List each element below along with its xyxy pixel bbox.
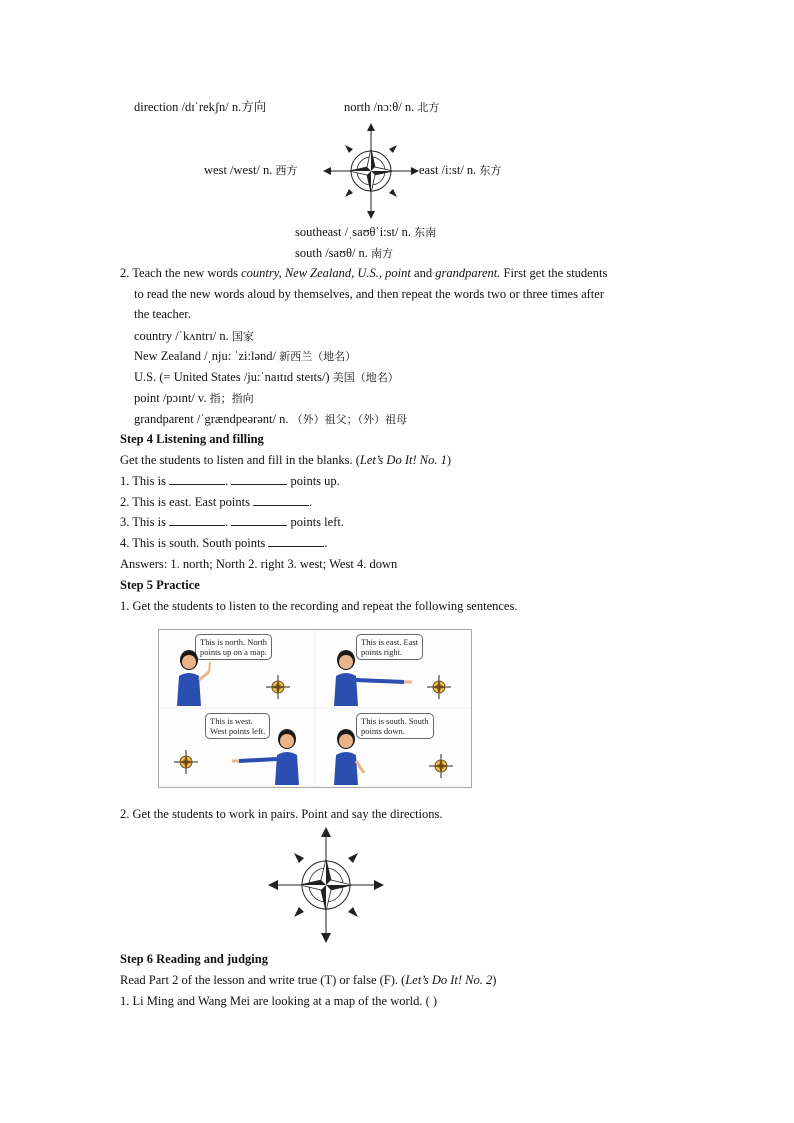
step4-answers: Answers: 1. north; North 2. right 3. west; West 4. down (120, 557, 398, 571)
vocab-southeast-en: southeast /ˌsaʊθˈi:st/ n. (295, 225, 411, 239)
q2-text: 2. This is east. East points (120, 495, 254, 509)
step5-heading: Step 5 Practice (120, 578, 200, 592)
girl-figure-icon (324, 648, 414, 706)
vocab-nz-en: New Zealand /ˌnju: ˈzi:lənd/ (134, 349, 276, 363)
panel-north (159, 630, 314, 707)
girl-figure-icon (167, 648, 217, 706)
step6-q1: 1. Li Ming and Wang Mei are looking at a map of the world. ( ) (120, 994, 438, 1008)
vocab-east-zh: 东方 (479, 164, 502, 177)
vocab-point-zh: 指；指向 (209, 392, 254, 405)
girl-figure-icon (324, 727, 374, 785)
step6-intro-text: Read Part 2 of the lesson and write true (T) or false (F). ( (120, 973, 406, 987)
step6-intro-ref: Let’s Do It! No. 2 (405, 973, 493, 987)
vocab-point (134, 390, 254, 407)
compass-icon (265, 674, 291, 700)
speech-bubble: This is east. East points right. (356, 634, 423, 660)
girl-figure-icon (231, 727, 311, 785)
fill-blank[interactable] (169, 514, 225, 526)
vocab-west-zh: 西方 (275, 164, 298, 177)
compass-icon (428, 753, 454, 779)
step5-item1: 1. Get the students to listen to the recording and repeat the following sentences. (120, 599, 518, 613)
vocab-north (344, 99, 439, 116)
fill-blank[interactable] (169, 473, 225, 485)
vocab-point-en: point /pɔɪnt/ v. (134, 391, 207, 405)
compass-icon (426, 674, 452, 700)
q1-end: points up. (287, 474, 340, 488)
panel-east (316, 630, 471, 707)
vocab-us-zh: 美国（地名） (332, 371, 399, 384)
vocab-southeast-zh: 东南 (414, 226, 437, 239)
item2-text: 2. Teach the new words (120, 266, 242, 280)
illustration-panels (158, 629, 472, 788)
vocab-country-en: country /ˈkʌntrɪ/ n. (134, 329, 229, 343)
vocab-southeast (295, 224, 436, 241)
compass-icon (173, 749, 199, 775)
q3-sep: . (225, 515, 232, 529)
step6-intro-close: ) (492, 973, 497, 987)
vocab-us-en: U.S. (= United States /ju:ˈnaɪtɪd steɪts/) (134, 370, 330, 384)
vocab-east (419, 162, 501, 179)
step4-q3 (120, 514, 344, 530)
panel-south (316, 709, 471, 786)
vocab-west-en: west /west/ n. (204, 163, 273, 177)
vocab-nz-zh: 新西兰（地名） (279, 350, 357, 363)
item2-line3: the teacher. (134, 307, 191, 321)
q4-end: . (324, 536, 328, 550)
item2-word2: grandparent. (435, 266, 501, 280)
q2-end: . (309, 495, 313, 509)
vocab-north-zh: 北方 (417, 101, 440, 114)
step5-item2: 2. Get the students to work in pairs. Point and say the directions. (120, 807, 443, 821)
vocab-grandparent (134, 411, 407, 428)
vocab-grand-zh: （外）祖父；（外）祖母 (291, 413, 408, 426)
vocab-us (134, 369, 399, 386)
fill-blank[interactable] (268, 535, 324, 547)
vocab-south (295, 245, 393, 262)
panel-west (159, 709, 314, 786)
vocab-new-zealand (134, 348, 356, 365)
q1-text: 1. This is (120, 474, 170, 488)
fill-blank[interactable] (231, 473, 287, 485)
compass-rose-icon (322, 122, 420, 220)
vocab-west (204, 162, 298, 179)
step4-q2 (120, 494, 312, 510)
step4-intro-close: ) (446, 453, 452, 467)
q1-sep: . (225, 474, 232, 488)
step4-heading: Step 4 Listening and filling (120, 432, 264, 446)
compass-rose-icon (267, 826, 385, 944)
vocab-direction: direction /dɪˈrekʃn/ n.方向 (134, 100, 267, 114)
item2-and: and (410, 266, 436, 280)
vocab-grand-en: grandparent /ˈgrændpeərənt/ n. (134, 412, 289, 426)
vocab-north-en: north /nɔ:θ/ n. (344, 100, 415, 114)
q3-end: points left. (287, 515, 344, 529)
q3-text: 3. This is (120, 515, 170, 529)
step4-intro-ref: Let’s Do It! No. 1 (359, 453, 447, 467)
speech-bubble: This is west. West points left. (205, 713, 270, 739)
item2-suffix: First get the students (500, 266, 608, 280)
step4-intro-text: Get the students to listen and fill in the blanks. ( (120, 453, 360, 467)
step4-intro (120, 452, 451, 468)
fill-blank[interactable] (231, 514, 287, 526)
item2-line1 (120, 265, 607, 281)
speech-bubble: This is north. North points up on a map. (195, 634, 272, 660)
item2-words: country, New Zealand, U.S., point (241, 266, 411, 280)
step4-q4 (120, 535, 328, 551)
vocab-east-en: east /i:st/ n. (419, 163, 477, 177)
vocab-country (134, 328, 254, 345)
vocab-south-en: south /saʊθ/ n. (295, 246, 368, 260)
vocab-south-zh: 南方 (371, 247, 394, 260)
speech-bubble: This is south. South points down. (356, 713, 434, 739)
vocab-country-zh: 国家 (231, 330, 254, 343)
item2-line2: to read the new words aloud by themselves, and then repeat the words two or three times after (134, 287, 604, 301)
step4-q1 (120, 473, 340, 489)
step6-intro (120, 972, 496, 988)
q4-text: 4. This is south. South points (120, 536, 269, 550)
fill-blank[interactable] (253, 494, 309, 506)
step6-heading: Step 6 Reading and judging (120, 952, 268, 966)
